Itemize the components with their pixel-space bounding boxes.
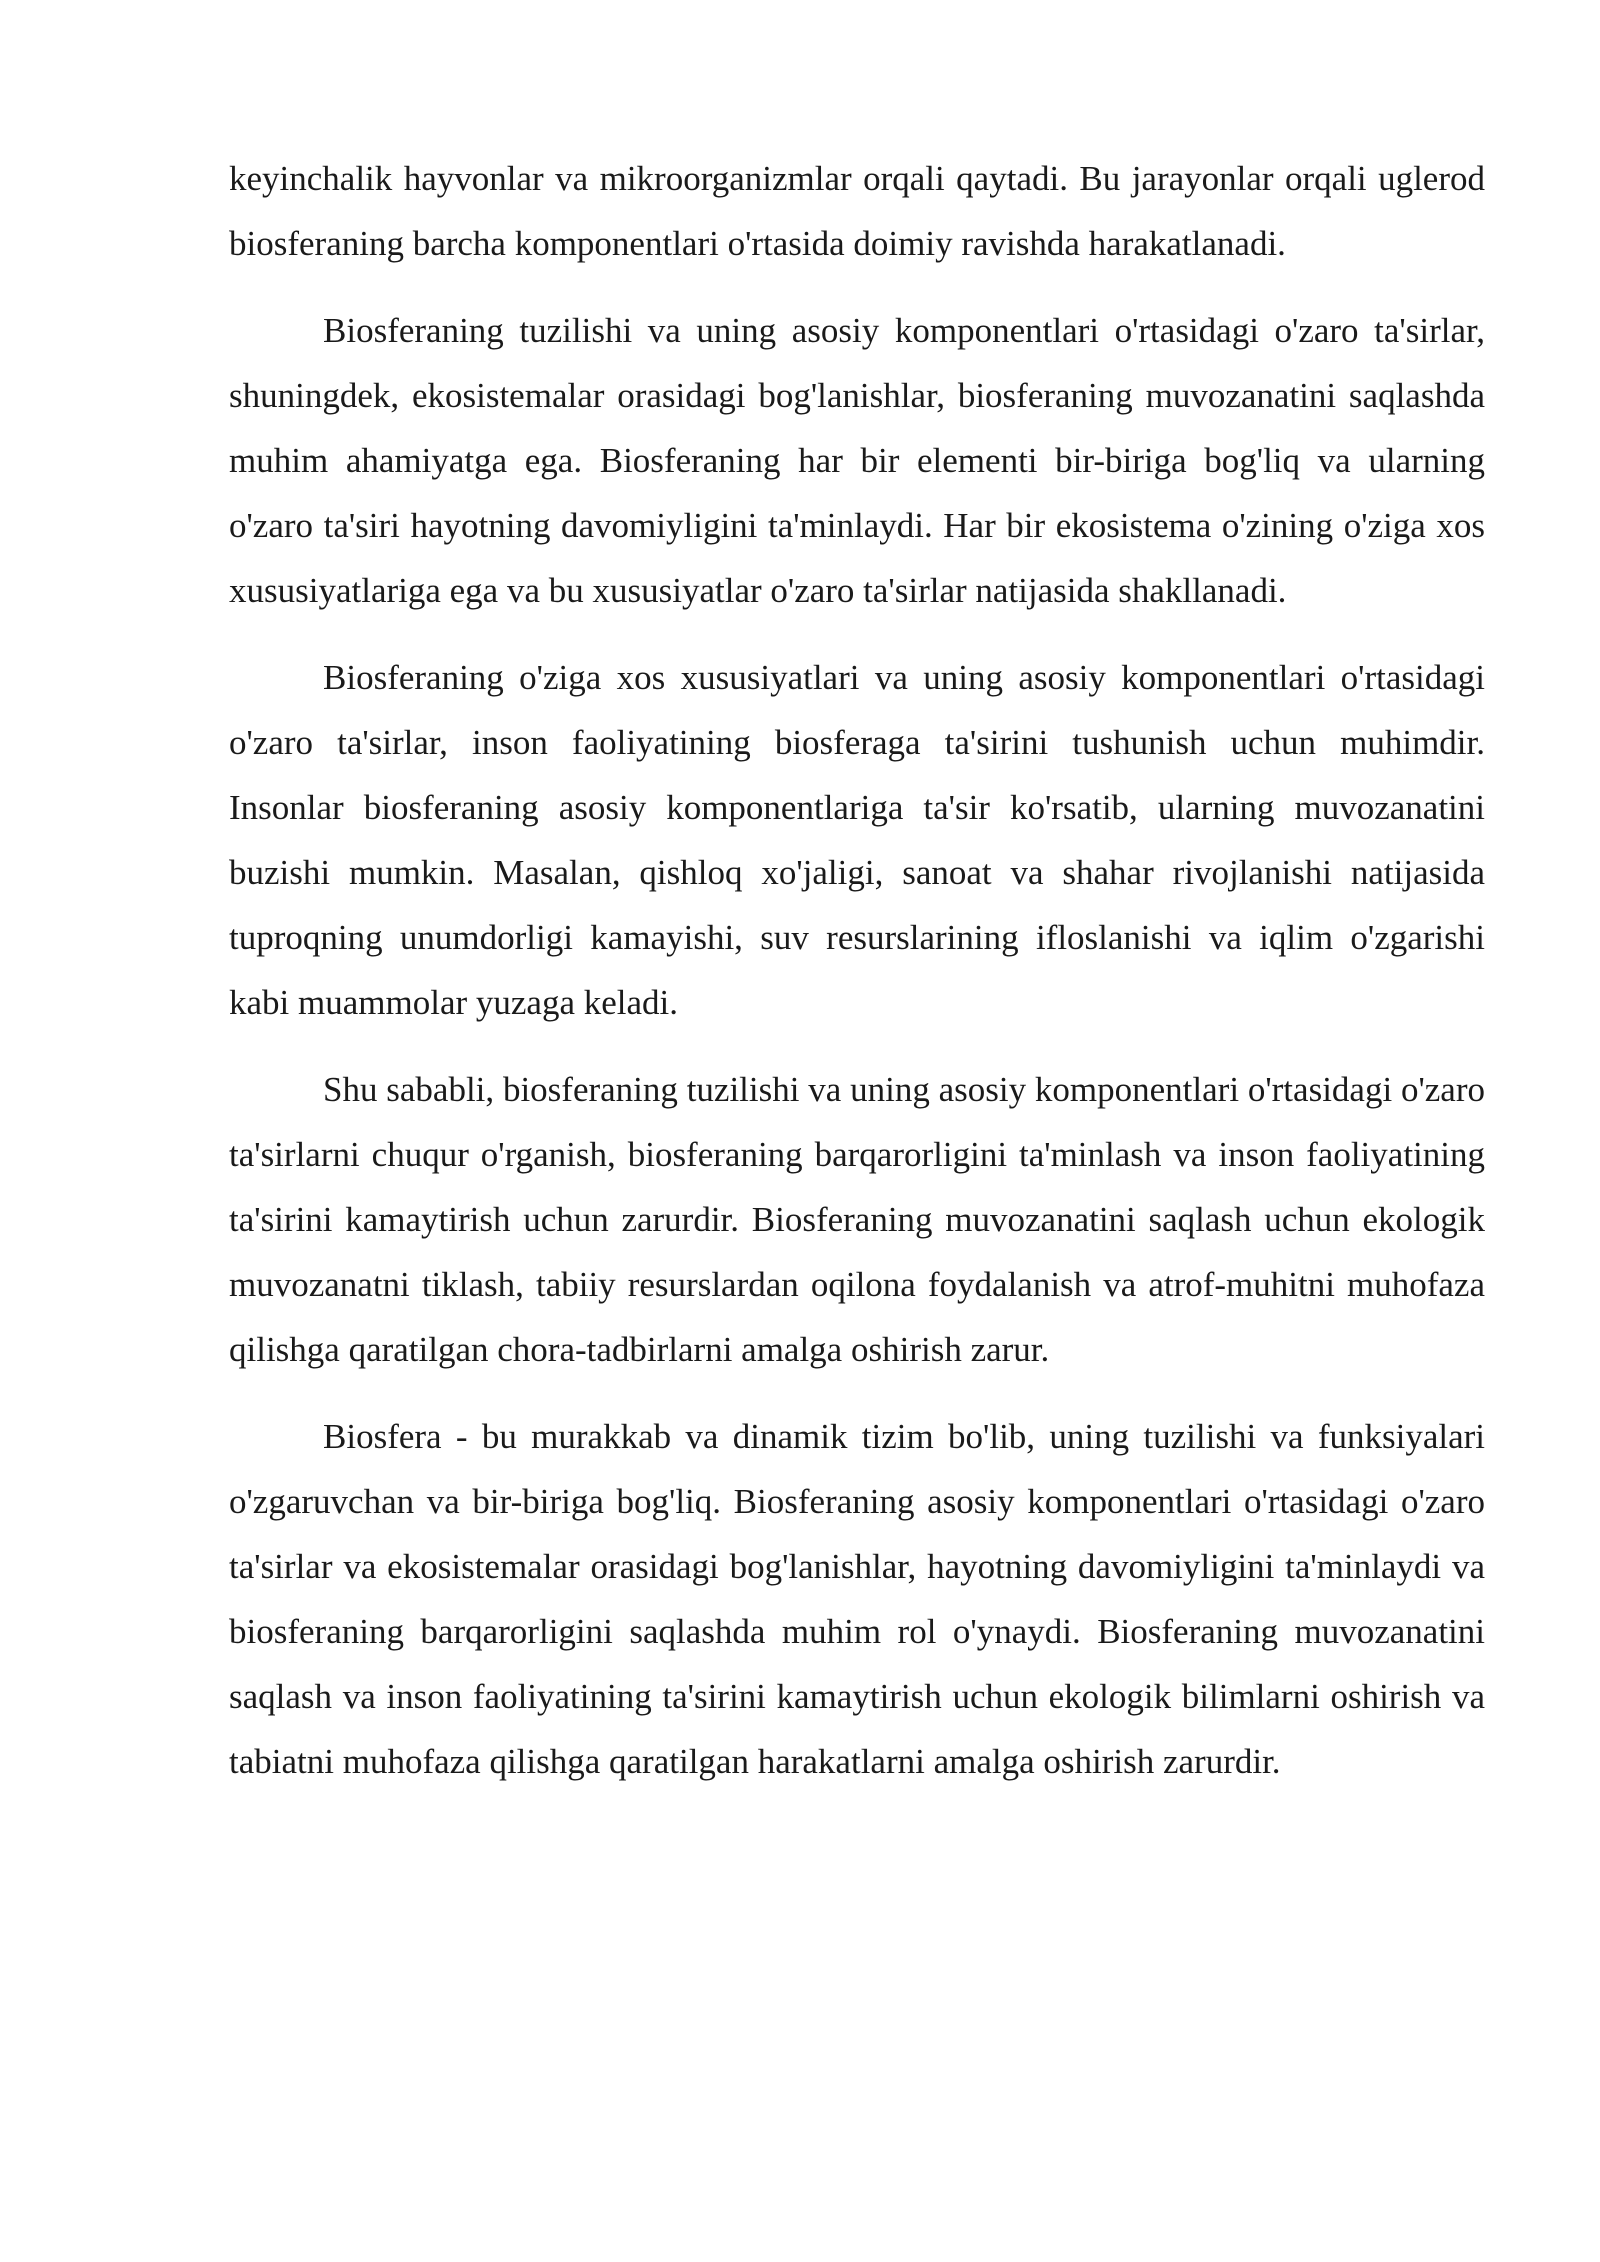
paragraph: Biosferaning o'ziga xos xususiyatlari va uning asosiy komponentlari o'rtasidagi o'zaro ta'sirlar, inson faoliyatining biosferaga ta'sirini tushunish uchun muhimdir. Insonlar biosferaning asosiy komponentlariga ta'sir ko'rsatib, ularning muvozanatini buzishi mumkin. Masalan, qishloq xo'jaligi, sanoat va shahar rivojlanishi natijasida tuproqning unumdorligi kamayishi, suv resurslarining ifloslanishi va iqlim o'zgarishi kabi muammolar yuzaga keladi. xyxy=(229,658,1485,1022)
paragraph: Biosfera - bu murakkab va dinamik tizim bo'lib, uning tuzilishi va funksiyalari o'zgaruvchan va bir-biriga bog'liq. Biosferaning asosiy komponentlari o'rtasidagi o'zaro ta'sirlar va ekosistemalar orasidagi bog'lanishlar, hayotning davomiyligini ta'minlaydi va biosferaning barqarorligini saqlashda muhim rol o'ynaydi. Biosferaning muvozanatini saqlash va inson faoliyatining ta'sirini kamaytirish uchun ekologik bilimlarni oshirish va tabiatni muhofaza qilishga qaratilgan harakatlarni amalga oshirish zarurdir. xyxy=(229,1417,1485,1781)
paragraph-continued: keyinchalik hayvonlar va mikroorganizmlar orqali qaytadi. Bu jarayonlar orqali uglerod biosferaning barcha komponentlari o'rtasida doimiy ravishda harakatlanadi. xyxy=(229,159,1485,263)
paragraph: Shu sababli, biosferaning tuzilishi va uning asosiy komponentlari o'rtasidagi o'zaro ta'sirlarni chuqur o'rganish, biosferaning barqarorligini ta'minlash va inson faoliyatining ta'sirini kamaytirish uchun zarurdir. Biosferaning muvozanatini saqlash uchun ekologik muvozanatni tiklash, tabiiy resurslardan oqilona foydalanish va atrof-muhitni muhofaza qilishga qaratilgan chora-tadbirlarni amalga oshirish zarur. xyxy=(229,1070,1485,1369)
body-text xyxy=(229,146,1485,1816)
paragraph: Biosferaning tuzilishi va uning asosiy komponentlari o'rtasidagi o'zaro ta'sirlar, shuningdek, ekosistemalar orasidagi bog'lanishlar, biosferaning muvozanatini saqlashda muhim ahamiyatga ega. Biosferaning har bir elementi bir-biriga bog'liq va ularning o'zaro ta'siri hayotning davomiyligini ta'minlaydi. Har bir ekosistema o'zining o'ziga xos xususiyatlariga ega va bu xususiyatlar o'zaro ta'sirlar natijasida shakllanadi. xyxy=(229,311,1485,610)
